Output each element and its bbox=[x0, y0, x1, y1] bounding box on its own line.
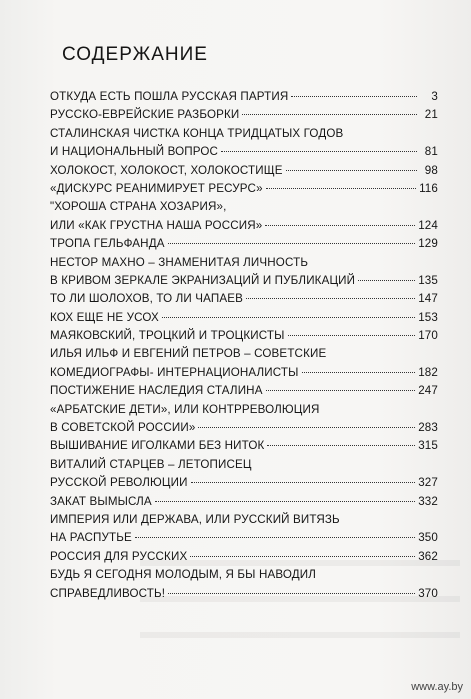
dot-leader bbox=[198, 427, 415, 428]
toc-entry-line bbox=[50, 125, 438, 143]
toc-entry-title: «АРБАТСКИЕ ДЕТИ», ИЛИ КОНТРРЕВОЛЮЦИЯ bbox=[50, 402, 320, 416]
toc-entry-line bbox=[50, 254, 438, 272]
toc-entry-line bbox=[50, 106, 438, 124]
dot-leader bbox=[267, 445, 415, 446]
toc-entry-line bbox=[50, 419, 438, 437]
toc-entry-title: ТРОПА ГЕЛЬФАНДА bbox=[50, 237, 165, 251]
watermark: www.ay.by bbox=[411, 681, 463, 693]
toc-page-number: 332 bbox=[418, 494, 438, 508]
dot-leader bbox=[302, 372, 416, 373]
toc-entry-line bbox=[50, 474, 438, 492]
toc-entry-title: ВЫШИВАНИЕ ИГОЛКАМИ БЕЗ НИТОК bbox=[50, 439, 265, 453]
dot-leader bbox=[288, 335, 416, 336]
toc-page-number: 327 bbox=[418, 476, 438, 490]
toc-entry-line bbox=[50, 290, 438, 308]
toc-entry-title: БУДЬ Я СЕГОДНЯ МОЛОДЫМ, Я БЫ НАВОДИЛ bbox=[50, 568, 317, 582]
toc-entry bbox=[50, 437, 438, 455]
toc-entry bbox=[50, 548, 438, 566]
toc-entry-title: ЗАКАТ ВЫМЫСЛА bbox=[50, 494, 152, 508]
toc-entry-line bbox=[50, 529, 438, 547]
toc-entry-line bbox=[50, 309, 438, 327]
toc-entry-title: СТАЛИНСКАЯ ЧИСТКА КОНЦА ТРИДЦАТЫХ ГОДОВ bbox=[50, 126, 344, 140]
toc-entry-line bbox=[50, 566, 438, 584]
dot-leader bbox=[168, 593, 415, 594]
toc-entry-title: ХОЛОКОСТ, ХОЛОКОСТ, ХОЛОКОСТИЩЕ bbox=[50, 163, 283, 177]
toc-entry-line bbox=[50, 272, 438, 290]
toc-entry-line bbox=[50, 364, 438, 382]
toc-entry-title: ИЛИ «КАК ГРУСТНА НАША РОССИЯ» bbox=[50, 218, 263, 232]
toc-entry-line bbox=[50, 548, 438, 566]
table-of-contents bbox=[50, 88, 438, 603]
toc-entry-line bbox=[50, 88, 438, 106]
toc-entry-title: РУССКО-ЕВРЕЙСКИЕ РАЗБОРКИ bbox=[50, 108, 240, 122]
toc-entry-title: "ХОРОША СТРАНА ХОЗАРИЯ», bbox=[50, 200, 227, 214]
toc-entry-line bbox=[50, 198, 438, 216]
toc-page-number: 182 bbox=[418, 365, 438, 379]
toc-entry-title: КОМЕДИОГРАФЫ- ИНТЕРНАЦИОНАЛИСТЫ bbox=[50, 365, 299, 379]
toc-entry-line bbox=[50, 456, 438, 474]
toc-entry bbox=[50, 88, 438, 106]
toc-entry-title: В СОВЕТСКОЙ РОССИИ» bbox=[50, 421, 196, 435]
toc-page-number: 170 bbox=[418, 329, 438, 343]
toc-entry bbox=[50, 125, 438, 162]
toc-page-number: 153 bbox=[418, 310, 438, 324]
dot-leader bbox=[155, 501, 415, 502]
toc-entry bbox=[50, 235, 438, 253]
toc-entry-title: СПРАВЕДЛИВОСТЬ! bbox=[50, 586, 166, 600]
toc-entry-line bbox=[50, 437, 438, 455]
toc-page-number: 362 bbox=[418, 549, 438, 563]
dot-leader bbox=[190, 556, 415, 557]
toc-entry-title: «ДИСКУРС РЕАНИМИРУЕТ РЕСУРС» bbox=[50, 181, 263, 195]
toc-entry-title: ОТКУДА ЕСТЬ ПОШЛА РУССКАЯ ПАРТИЯ bbox=[50, 90, 289, 103]
dot-leader bbox=[266, 188, 416, 189]
toc-entry-title: ВИТАЛИЙ СТАРЦЕВ – ЛЕТОПИСЕЦ bbox=[50, 457, 252, 471]
page-title: СОДЕРЖАНИЕ bbox=[62, 44, 208, 65]
dot-leader bbox=[191, 482, 416, 483]
toc-entry-title: ИМПЕРИЯ ИЛИ ДЕРЖАВА, ИЛИ РУССКИЙ ВИТЯЗЬ bbox=[50, 512, 340, 526]
toc-page-number: 116 bbox=[419, 181, 438, 195]
toc-entry bbox=[50, 327, 438, 345]
toc-entry-line bbox=[50, 493, 438, 511]
toc-entry-line bbox=[50, 511, 438, 529]
toc-entry-title: И НАЦИОНАЛЬНЫЙ ВОПРОС bbox=[50, 145, 219, 159]
dot-leader bbox=[221, 151, 417, 152]
toc-entry-title: В КРИВОМ ЗЕРКАЛЕ ЭКРАНИЗАЦИЙ И ПУБЛИКАЦИЙ bbox=[50, 273, 356, 287]
toc-page-number: 129 bbox=[418, 237, 438, 251]
toc-entry bbox=[50, 309, 438, 327]
dot-leader bbox=[266, 390, 416, 391]
toc-entry bbox=[50, 198, 438, 235]
toc-entry bbox=[50, 345, 438, 382]
toc-entry-title: РОССИЯ ДЛЯ РУССКИХ bbox=[50, 549, 188, 563]
toc-entry bbox=[50, 382, 438, 400]
toc-entry bbox=[50, 106, 438, 124]
toc-entry-line bbox=[50, 585, 438, 603]
toc-entry-title: ПОСТИЖЕНИЕ НАСЛЕДИЯ СТАЛИНА bbox=[50, 384, 263, 398]
toc-entry-line bbox=[50, 401, 438, 419]
dot-leader bbox=[135, 537, 415, 538]
toc-entry bbox=[50, 566, 438, 603]
toc-entry-line bbox=[50, 143, 438, 161]
dot-leader bbox=[358, 280, 415, 281]
toc-page-number: 147 bbox=[418, 292, 438, 306]
toc-entry-title: КОХ ЕЩЕ НЕ УСОХ bbox=[50, 310, 159, 324]
toc-entry bbox=[50, 254, 438, 291]
toc-entry-title: ИЛЬЯ ИЛЬФ И ЕВГЕНИЙ ПЕТРОВ – СОВЕТСКИЕ bbox=[50, 347, 327, 361]
dot-leader bbox=[246, 298, 415, 299]
toc-page-number: 81 bbox=[424, 145, 438, 159]
toc-entry bbox=[50, 162, 438, 180]
toc-entry-line bbox=[50, 162, 438, 180]
toc-page-number: 3 bbox=[431, 90, 438, 103]
toc-entry-line bbox=[50, 217, 438, 235]
dot-leader bbox=[168, 243, 416, 244]
toc-entry-line bbox=[50, 345, 438, 363]
toc-entry bbox=[50, 290, 438, 308]
toc-page-number: 370 bbox=[418, 586, 438, 600]
toc-page-number: 315 bbox=[418, 439, 438, 453]
toc-entry-title: НА РАСПУТЬЕ bbox=[50, 531, 132, 545]
dot-leader bbox=[242, 114, 417, 115]
toc-entry-title: МАЯКОВСКИЙ, ТРОЦКИЙ И ТРОЦКИСТЫ bbox=[50, 329, 285, 343]
toc-entry bbox=[50, 511, 438, 548]
dot-leader bbox=[265, 225, 415, 226]
toc-page-number: 98 bbox=[424, 163, 438, 177]
toc-page-number: 135 bbox=[418, 273, 438, 287]
toc-entry-line bbox=[50, 235, 438, 253]
toc-page-number: 21 bbox=[424, 108, 438, 122]
toc-entry bbox=[50, 456, 438, 493]
dot-leader bbox=[291, 96, 417, 97]
toc-entry bbox=[50, 493, 438, 511]
toc-entry-title: ТО ЛИ ШОЛОХОВ, ТО ЛИ ЧАПАЕВ bbox=[50, 292, 243, 306]
toc-page-number: 283 bbox=[418, 421, 438, 435]
toc-entry bbox=[50, 180, 438, 198]
toc-entry-title: РУССКОЙ РЕВОЛЮЦИИ bbox=[50, 476, 188, 490]
toc-entry bbox=[50, 401, 438, 438]
toc-page-number: 247 bbox=[418, 384, 438, 398]
toc-page-number: 124 bbox=[418, 218, 438, 232]
toc-page-number: 350 bbox=[418, 531, 438, 545]
toc-entry-line bbox=[50, 327, 438, 345]
toc-entry-title: НЕСТОР МАХНО – ЗНАМЕНИТАЯ ЛИЧНОСТЬ bbox=[50, 255, 309, 269]
toc-entry-line bbox=[50, 180, 438, 198]
dot-leader bbox=[286, 170, 417, 171]
toc-entry-line bbox=[50, 382, 438, 400]
dot-leader bbox=[162, 317, 415, 318]
